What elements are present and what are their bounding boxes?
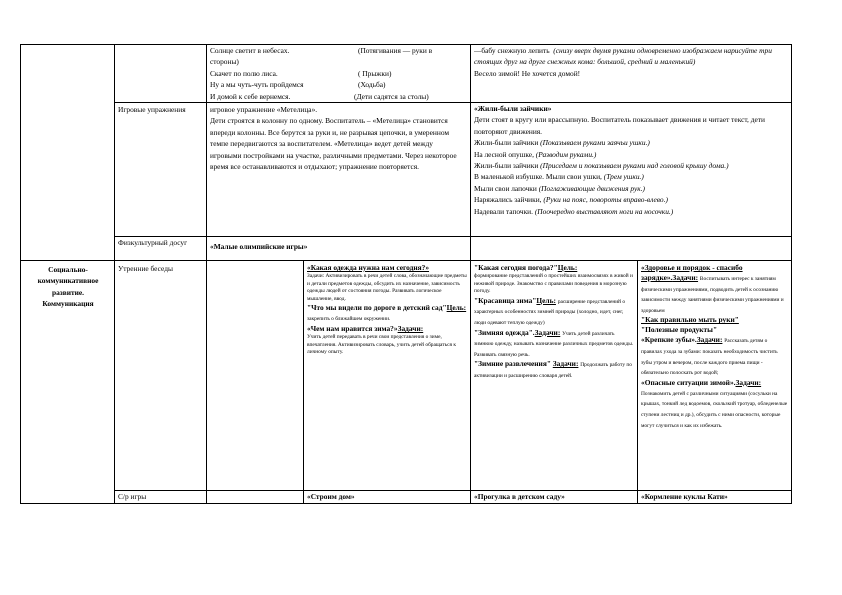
talk-title: «Какая одежда нужна нам сегодня?» [307,263,430,272]
bunny-line: Жили-были зайчики (Показываем руками заячьи ушки.) [474,138,650,148]
col-line-0 [20,44,21,504]
col-line-3 [470,44,471,504]
talk-title: "Как правильно мыть руки" [641,315,739,325]
col-line-4 [637,260,638,504]
section-label: Социально-коммуникативное развитие. Коммуникация [37,265,99,309]
row-line-sport [114,236,792,237]
sport-title: «Малые олимпийские игры» [210,242,308,251]
bunny-line: В маленькой избушке. Мыли свои ушки, (Трем ушки.) [474,172,644,182]
plan-table [20,44,792,504]
row-line-bottom [20,503,792,504]
talk-label: Утренние беседы [118,264,173,273]
talks-col4 [474,263,634,489]
col-line-1 [114,44,115,504]
talk-item: "Что мы видели по дороге в детский сад"Цель: закрепить о ближайшем окружении. [307,303,467,323]
sport-label: Физкультурный досуг [118,238,188,247]
snow-cell [474,45,790,101]
bunny-line: Жили-были зайчики (Приседаем и показываем руками над головой крышу дома.) [474,161,729,171]
poem-line: стороны) [210,57,239,67]
game-text: Дети строятся в колонну по одному. Воспитатель – «Метелица» становится впереди колонны. Все берутся за руки и, не разрывая цепочки, в умеренном темпе передвигаются за воспитателем. «Метелица» ведет детей между игровыми постройками на участке, различными предметами. Через некоторое время все останавливаются и отдыхают; упражнение повторяется. [210,116,457,172]
bunny-line: Надевали тапочки. (Поочередно выставляют ноги на носочки.) [474,206,674,216]
talk-item: "Зимние развлечения" Задачи: Продолжать работу по активизации и расширению словаря детей. [474,359,632,379]
talk-item: «Здоровье и порядок - спасибо зарядке».Задачи: Воспитывать интерес к занятиям физическими упражнениями, подводить детей к осознанию зависимости между занятиями физическими упражнениями и здоровьем [641,263,784,314]
game-cell [210,104,466,234]
col-line-5 [791,44,792,504]
bunny-title: «Жили-были зайчики» [474,104,552,113]
snow-action: (снизу вверх двумя руками одновременно изображаем нарисуйте три стоящих друг на друге снежных кома: большой, средний и маленький) [474,46,772,67]
game-title: игровое упражнение «Метелица». [210,105,318,114]
snow-text: —бабу снежную лепить [474,46,550,55]
col-line-2 [206,44,207,504]
poem-line: Солнце светит в небесах. (Потягивания — руки в [210,46,433,55]
bunny-cell [474,103,790,235]
bunny-line: На лесной опушке, (Разводим руками.) [474,149,597,159]
sr-game-col5: «Кормление куклы Кати» [641,492,728,501]
bunny-line: Наряжались зайчики, (Руки на пояс, повороты вправо-влево.) [474,195,668,205]
poem-line: И домой к себе вернемся. (Дети садятся за столы) [210,91,429,101]
poem-cell [210,45,468,101]
sr-game-col3: «Строим дом» [307,492,355,501]
talk-item: "Зимняя одежда".Задачи: Учить детей различать зимнюю одежду, называть назначение различных предметов одежды. Развивать связную речь. [474,327,634,358]
talk-item: «Опасные ситуации зимой».Задачи: Познакомить детей с различными ситуациями (сосульки на крышах, тонкий лед водоемов, скользкий тротуар, обледенелые ступени лестниц и др.), обсудить с ними опасности, которые могут случиться и как их избежать. [641,377,788,429]
bunny-intro: Дети стоят в кругу или врассыпную. Воспитатель показывает движения и читает текст, дети повторяют движения. [474,115,765,136]
snow-end: Весело зимой! Не хочется домой! [474,68,581,78]
talk-task: Учить детей передавать в речи свои представления о зиме, впечатления. Активизировать словарь, учить детей обращаться к личному опыту. [307,333,456,356]
talk-task: Задачи: Активизировать в речи детей слова, обозначающие предметы и детали предметов одежды, обсудить их назначение, зависимость одежды людей от состояния погоды. Развивать логическое мышление, ввод. [307,273,467,302]
sr-label: С/р игры [118,492,147,501]
games-label: Игровые упражнения [118,105,186,114]
sr-game-col4: «Прогулка в детском саду» [474,492,565,501]
talk-title: "Полезные продукты" [641,325,718,335]
row-line-section [20,260,792,261]
talk-task: формирование представлений о простейших взаимосвязях в живой и неживой природе. Знакомство с правилами поведения в морозную погоду. [474,273,633,295]
col-line-3a [303,260,304,504]
talks-col5 [641,263,789,489]
poem-line: Скачет по полю лиса. ( Прыжки) [210,68,392,78]
talk-item: «Крепкие зубы».Задачи: Рассказать детям о правилах ухода за зубами: показать необходимость чистить зубы утром и вечером, после каждого приема пищи - обязательно полоскать рот водой; [641,335,778,377]
talks-col3 [307,263,467,489]
bunny-line: Мыли свои лапочки (Поглаживающие движения рук.) [474,183,646,193]
talk-item: "Какая сегодня погода?"Цель: [474,263,578,272]
talk-item: "Красавица зима"Цель: расширение представлений о характерных особенностях зимней природы (холодно, идет, снег, люди одевают теплую одежду) [474,295,626,326]
talk-item: «Чем нам нравится зима?»Задачи: [307,323,424,333]
poem-line: Ну а мы чуть-чуть пройдемся (Ходьба) [210,80,386,90]
